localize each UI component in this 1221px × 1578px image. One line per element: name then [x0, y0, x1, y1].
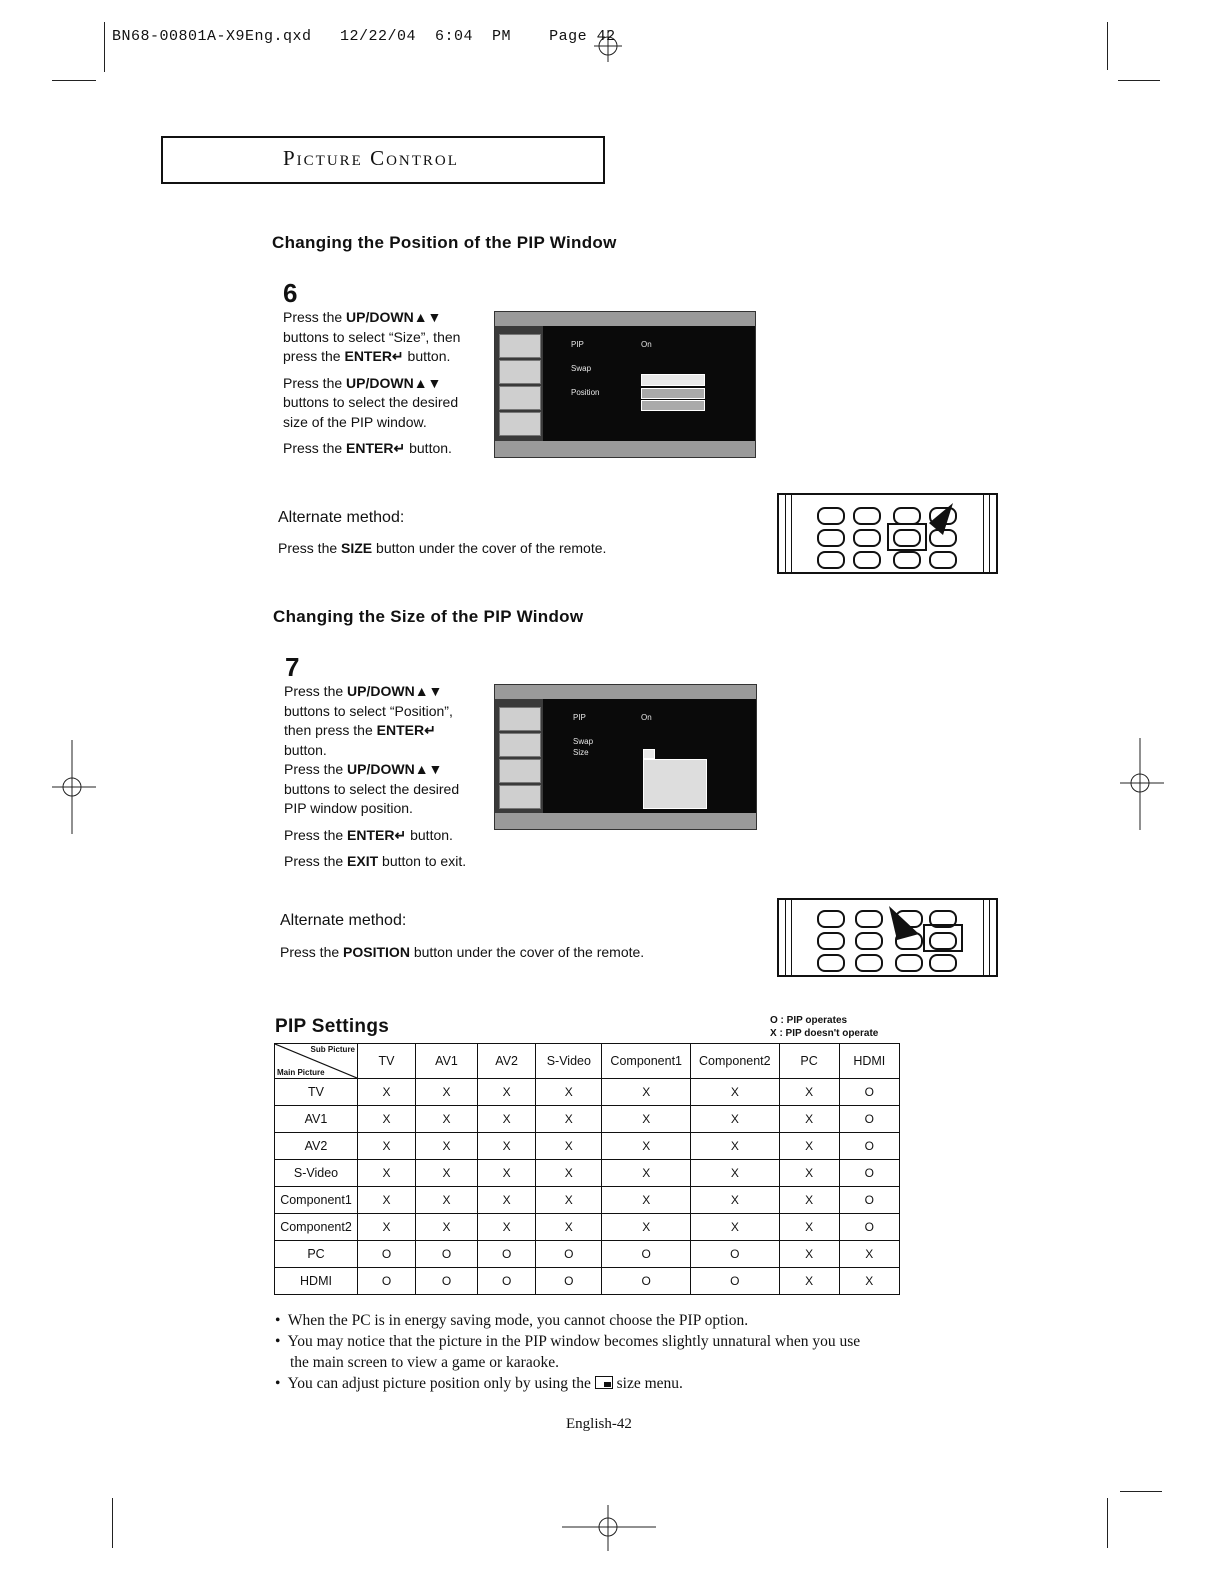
table-cell: O [839, 1079, 899, 1106]
pointer-arrow-icon [919, 501, 959, 541]
column-header: AV1 [416, 1044, 478, 1079]
table-cell: X [536, 1079, 602, 1106]
step-instructions: Press the UP/DOWN▲▼ buttons to select “Size”, then press the ENTER↵ button. Press the UP/DOWN▲▼ buttons to select the desired size of the PIP window. Press the ENTER↵ button. [283, 309, 461, 456]
sound-icon [499, 386, 541, 410]
row-header: AV1 [275, 1106, 358, 1133]
table-cell: X [779, 1160, 839, 1187]
picture-icon [499, 733, 541, 757]
corner-cell: Sub Picture Main Picture [275, 1044, 358, 1079]
row-header: Component2 [275, 1214, 358, 1241]
table-cell: O [536, 1241, 602, 1268]
table-cell: X [358, 1106, 416, 1133]
table-row [275, 1187, 900, 1214]
step-instructions: Press the UP/DOWN▲▼ buttons to select “Position”, then press the ENTER↵ button. Press the UP/DOWN▲▼ buttons to select the desired PIP window position. Press the ENTER↵ button. Press the EXIT button to exit. [284, 683, 467, 869]
table-cell: O [691, 1268, 780, 1295]
registration-mark-icon [1118, 738, 1168, 832]
legend-not-operates: X : PIP doesn't operate [770, 1028, 879, 1039]
table-cell: X [779, 1133, 839, 1160]
table-cell: X [779, 1187, 839, 1214]
section-heading: Changing the Size of the PIP Window [273, 607, 584, 626]
picture-icon [499, 360, 541, 384]
column-header: AV2 [478, 1044, 536, 1079]
table-cell: X [536, 1214, 602, 1241]
table-cell: X [478, 1106, 536, 1133]
column-header: Component2 [691, 1044, 780, 1079]
table-cell: X [478, 1079, 536, 1106]
table-cell: X [478, 1133, 536, 1160]
notes-list: • When the PC is in energy saving mode, you cannot choose the PIP option. • You may notice that the picture in the PIP window becomes slightly unnatural when you use the main screen to view a game or karaoke. • You can adjust picture position only by using the size menu. [275, 1310, 955, 1394]
column-header: PC [779, 1044, 839, 1079]
step-number: 7 [285, 652, 300, 682]
table-cell: X [358, 1133, 416, 1160]
size-icon [595, 1376, 613, 1389]
legend-operates: O : PIP operates [770, 1015, 848, 1026]
osd-screenshot: PIP On Swap Position [494, 311, 756, 458]
table-cell: X [779, 1106, 839, 1133]
remote-illustration [777, 898, 998, 977]
table-cell: X [602, 1160, 691, 1187]
table-cell: X [691, 1214, 780, 1241]
row-header: HDMI [275, 1268, 358, 1295]
list-item: • When the PC is in energy saving mode, you cannot choose the PIP option. [275, 1312, 749, 1329]
table-cell: X [416, 1133, 478, 1160]
crop-mark [1120, 1491, 1162, 1492]
table-cell: X [536, 1133, 602, 1160]
crop-mark [1107, 1498, 1108, 1548]
table-cell: O [358, 1241, 416, 1268]
table-cell: X [416, 1106, 478, 1133]
table-cell: X [358, 1214, 416, 1241]
table-cell: X [416, 1214, 478, 1241]
column-header: Component1 [602, 1044, 691, 1079]
table-cell: X [358, 1187, 416, 1214]
table-cell: X [691, 1106, 780, 1133]
pip-settings-heading: PIP Settings [275, 1016, 390, 1037]
row-header: Component1 [275, 1187, 358, 1214]
table-cell: X [779, 1214, 839, 1241]
setup-icon [499, 785, 541, 809]
table-cell: O [602, 1241, 691, 1268]
table-cell: O [478, 1268, 536, 1295]
table-cell: X [478, 1160, 536, 1187]
table-cell: X [602, 1106, 691, 1133]
table-header-row [275, 1044, 900, 1079]
row-header: S-Video [275, 1160, 358, 1187]
crop-mark [52, 80, 96, 81]
table-cell: X [536, 1187, 602, 1214]
row-header: TV [275, 1079, 358, 1106]
table-row [275, 1160, 900, 1187]
table-cell: X [839, 1268, 899, 1295]
file-slug: BN68-00801A-X9Eng.qxd 12/22/04 6:04 PM Page 42 [112, 28, 616, 45]
crop-mark [1107, 22, 1108, 70]
table-cell: X [416, 1079, 478, 1106]
setup-icon [499, 412, 541, 436]
table-row [275, 1079, 900, 1106]
column-header: TV [358, 1044, 416, 1079]
table-cell: O [536, 1268, 602, 1295]
table-cell: X [839, 1241, 899, 1268]
crop-mark [104, 22, 105, 72]
sound-icon [499, 759, 541, 783]
table-cell: X [602, 1187, 691, 1214]
alternate-method-heading: Alternate method: [280, 912, 407, 929]
table-cell: X [691, 1187, 780, 1214]
list-item: • You may notice that the picture in the PIP window becomes slightly unnatural when you use [275, 1333, 861, 1350]
table-cell: O [839, 1214, 899, 1241]
table-cell: O [691, 1241, 780, 1268]
tv-icon [499, 707, 541, 731]
table-cell: O [478, 1241, 536, 1268]
table-cell: X [536, 1106, 602, 1133]
table-cell: X [691, 1079, 780, 1106]
section-heading: Changing the Position of the PIP Window [272, 233, 617, 252]
table-cell: X [691, 1133, 780, 1160]
registration-mark-icon [562, 1505, 658, 1555]
table-cell: O [416, 1241, 478, 1268]
list-item: • You can adjust picture position only by using the size menu. [275, 1375, 683, 1392]
table-cell: X [779, 1241, 839, 1268]
crop-mark [112, 1498, 113, 1548]
table-cell: O [416, 1268, 478, 1295]
tv-icon [499, 334, 541, 358]
table-cell: X [779, 1079, 839, 1106]
table-cell: X [416, 1187, 478, 1214]
page-title: Picture Control [283, 146, 459, 170]
table-row [275, 1268, 900, 1295]
table-cell: O [839, 1106, 899, 1133]
remote-illustration [777, 493, 998, 574]
crop-mark [1118, 80, 1160, 81]
pointer-arrow-icon [879, 904, 923, 948]
osd-screenshot: PIP On Swap Size [494, 684, 757, 830]
table-cell: X [602, 1079, 691, 1106]
table-cell: X [602, 1133, 691, 1160]
page-number: English-42 [566, 1416, 632, 1432]
table-row [275, 1106, 900, 1133]
row-header: PC [275, 1241, 358, 1268]
table-cell: O [358, 1268, 416, 1295]
table-cell: O [839, 1160, 899, 1187]
pip-settings-table [274, 1043, 900, 1295]
table-cell: X [536, 1160, 602, 1187]
table-row [275, 1214, 900, 1241]
column-header: S-Video [536, 1044, 602, 1079]
row-header: AV2 [275, 1133, 358, 1160]
table-cell: X [779, 1268, 839, 1295]
table-cell: X [602, 1214, 691, 1241]
table-cell: X [691, 1160, 780, 1187]
registration-mark-icon [50, 740, 100, 834]
alternate-method-heading: Alternate method: [278, 509, 405, 526]
table-cell: O [602, 1268, 691, 1295]
column-header: HDMI [839, 1044, 899, 1079]
table-row [275, 1241, 900, 1268]
table-cell: X [478, 1214, 536, 1241]
alternate-method-text: Press the POSITION button under the cover of the remote. [280, 944, 645, 960]
table-cell: O [839, 1133, 899, 1160]
table-cell: X [478, 1187, 536, 1214]
table-row [275, 1133, 900, 1160]
step-number: 6 [283, 278, 298, 308]
table-cell: O [839, 1187, 899, 1214]
table-cell: X [358, 1079, 416, 1106]
table-cell: X [358, 1160, 416, 1187]
alternate-method-text: Press the SIZE button under the cover of the remote. [278, 540, 607, 556]
table-cell: X [416, 1160, 478, 1187]
